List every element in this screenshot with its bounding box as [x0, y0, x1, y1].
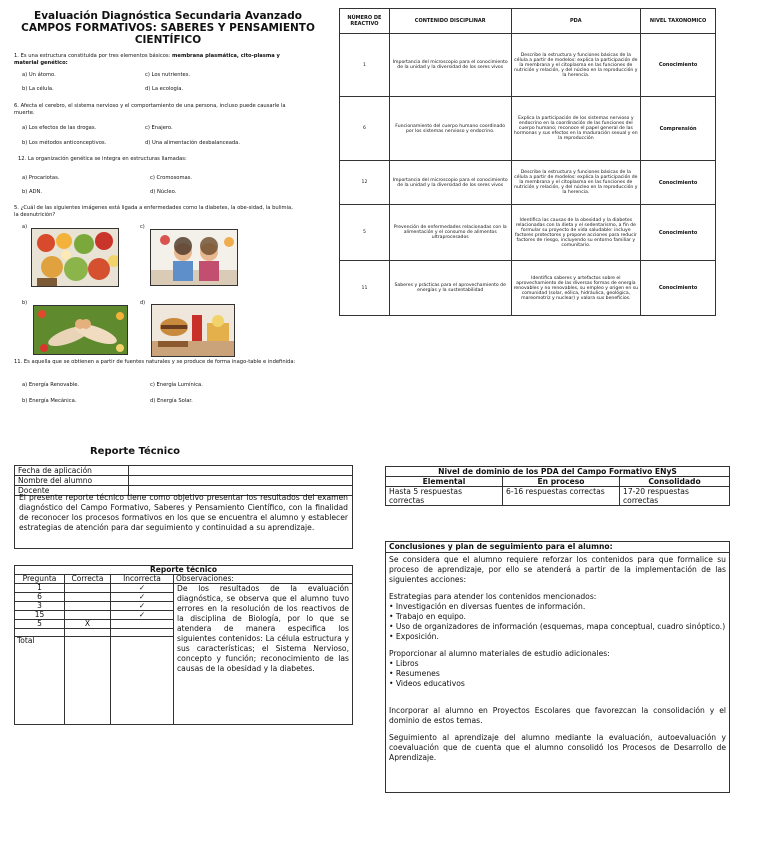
header-observaciones: Observaciones: — [174, 575, 353, 584]
report-intro: El presente reporte técnico tiene como objetivo presentar los resultados del examen diagnóstico del Campo Formativo, Saberes y Pensamiento Científico, con la finalidad de reconocer los procesos formativos en los que se encuentra el alumno y establecer estrategias de atención para dar seguimiento y continuidad a su aprendizaje. — [14, 492, 353, 549]
exam-title-line2: CAMPOS FORMATIVOS: SABERES Y PENSAMIENTO CIENTÍFICO — [21, 22, 315, 46]
correcta-cell[interactable] — [65, 593, 111, 602]
correcta-cell[interactable] — [65, 602, 111, 611]
report-title: Reporte Técnico — [89, 446, 181, 457]
list-item: • Videos educativos — [389, 679, 726, 689]
header-correcta: Correcta — [65, 575, 111, 584]
reactivo-nivel: Comprensión — [641, 97, 716, 161]
info-row — [15, 476, 353, 486]
reactivo-pda: Describe la estructura y funciones básicas de la célula a partir de modelos: explica la participación de la membrana y el citoplasma en las funciones de nutrición y relación, y del núcleo en la reproducción y la herencia. — [511, 161, 641, 205]
nombre-field[interactable] — [129, 476, 353, 486]
reactivo-nivel: Conocimiento — [641, 261, 716, 316]
q6-option-a[interactable]: a) Los efectos de las drogas. — [22, 125, 97, 131]
incorrecta-cell[interactable]: ✓ — [111, 602, 174, 611]
header-contenido: CONTENIDO DISCIPLINAR — [389, 9, 511, 34]
nivel-header-row — [386, 477, 730, 487]
docente-label: Docente — [15, 486, 129, 496]
list-item: • Investigación en diversas fuentes de información. — [389, 602, 726, 612]
fecha-field[interactable] — [129, 466, 353, 476]
header-pregunta: Pregunta — [15, 575, 65, 584]
technical-title: Reporte técnico — [15, 566, 353, 575]
q11-option-d[interactable]: d) Energía Solar. — [150, 398, 193, 404]
incorrecta-cell[interactable]: ✓ — [111, 593, 174, 602]
question-text: ¿Cuál de las siguientes imágenes está ligada a enfermedades como la diabetes, la obe-sidad, la bulimia, la desnutrición? — [14, 205, 293, 218]
question-number: 11. — [14, 359, 23, 365]
nivel-title-row — [386, 467, 730, 477]
nivel-title: Nivel de dominio de los PDA del Campo Formativo ENyS — [386, 467, 730, 477]
strategies-list — [389, 602, 726, 642]
food-illustration-icon — [32, 229, 119, 287]
q5-option-d-label: d) — [140, 300, 146, 306]
question-number: 12. — [18, 156, 27, 162]
question-6 — [14, 103, 294, 117]
nivel-values-row — [386, 487, 730, 506]
q1-option-d[interactable]: d) La ecología. — [145, 86, 184, 92]
reactivo-contenido: Prevención de enfermedades relacionadas con la alimentación y el consumo de alimentos ultraprocesados — [389, 205, 511, 261]
q5-option-b-label: b) — [22, 300, 28, 306]
conclusions-box — [385, 541, 730, 793]
header-numero: NÚMERO DE REACTIVO — [340, 9, 390, 34]
q11-option-a[interactable]: a) Energía Renovable. — [22, 382, 80, 388]
conclusions-title: Conclusiones y plan de seguimiento para el alumno: — [386, 542, 729, 553]
q6-option-b[interactable]: b) Los métodos anticonceptivos. — [22, 140, 107, 146]
list-item: • Resumenes — [389, 669, 726, 679]
reactivo-pda: Explica la participación de los sistemas nervioso y endocrino en la coordinación de las funciones del cuerpo humano; reconoce el papel general de las hormonas y sus efectos en la maduración sexual y en la reproducción — [511, 97, 641, 161]
reactivo-number: 1 — [340, 34, 390, 97]
table-row — [340, 205, 716, 261]
question-text: La organización genética se integra en estructuras llamadas: — [27, 156, 187, 162]
consolidado-value: 17-20 respuestas correctas — [620, 487, 730, 506]
exam-title-line1: Evaluación Diagnóstica Secundaria Avanzado — [34, 10, 302, 22]
q11-option-b[interactable]: b) Energía Mecánica. — [22, 398, 77, 404]
q6-option-c[interactable]: c) Enajero. — [145, 125, 173, 131]
correcta-cell[interactable] — [65, 629, 111, 637]
q6-option-d[interactable]: d) Una alimentación desbalanceada. — [145, 140, 240, 146]
reactivo-pda: Identifica las causas de la obesidad y la diabetes relacionadas con la dieta y el sedentarismo, a fin de formular su proyecto de vida saludable: incluye factores protectores y propone acciones para reducir factores de riesgo, incluyendo su entorno familiar y comunitario. — [511, 205, 641, 261]
header-pda: PDA — [511, 9, 641, 34]
reactivo-nivel: Conocimiento — [641, 161, 716, 205]
correcta-cell[interactable]: X — [65, 620, 111, 629]
observaciones-text: De los resultados de la evaluación diagnóstica, se observa que el alumno tuvo errores en la resolución de los reactivos de la disciplina de Biología, por lo que se atendera de manera especifica los siguientes contenidos: La célula estructura y sus características; el Sistema Nervioso, concepto y función; reconocimiento de las causas de la obesidad y la diabetes. — [174, 584, 353, 725]
incorrecta-cell[interactable] — [111, 620, 174, 629]
header-elemental: Elemental — [386, 477, 503, 487]
total-label: Total — [15, 637, 65, 725]
question-1 — [14, 53, 294, 67]
info-row — [15, 466, 353, 476]
table-row — [340, 161, 716, 205]
nivel-dominio-table — [385, 466, 730, 506]
reactivo-pda: Identifica saberes y artefactos sobre el aprovechamiento de las diversas formas de energía renovables y no renovables, su empleo y origen en su comunidad (solar, eólica, hidráulica, geológica, mareomotriz y nuclear) y valora sus beneficios. — [511, 261, 641, 316]
conclusions-paragraph: Se considera que el alumno requiere reforzar los contenidos para que formalice su proceso de aprendizaje, por ello se atenderá a partir de la implementación de las siguientes acciones: — [389, 555, 726, 584]
question-text: Es una estructura constituida por tres elementos básicos: — [20, 53, 173, 59]
list-item: • Trabajo en equipo. — [389, 612, 726, 622]
total-correcta-cell[interactable] — [65, 637, 111, 725]
question-5 — [14, 205, 296, 219]
reactivo-contenido: Funcionamiento del cuerpo humano coordinado por los sistemas nervioso y endocrino. — [389, 97, 511, 161]
q12-option-a[interactable]: a) Procariotas. — [22, 175, 60, 181]
conclusions-paragraph: Seguimiento al aprendizaje del alumno mediante la evaluación, autoevaluación y coevaluación que de cuenta que el alumno consolidó los Procesos de Desarrollo de Aprendizaje. — [389, 733, 726, 762]
table-row — [15, 584, 353, 593]
q11-option-c[interactable]: c) Energía Lumínica. — [150, 382, 203, 388]
fecha-label: Fecha de aplicación — [15, 466, 129, 476]
q5-image-c-sick-children[interactable] — [150, 229, 238, 286]
reactivo-nivel: Conocimiento — [641, 34, 716, 97]
reactivo-contenido: Importancia del microscopio para el conocimiento de la unidad y la diversidad de los seres vivos — [389, 161, 511, 205]
elemental-value: Hasta 5 respuestas correctas — [386, 487, 503, 506]
pregunta-cell: 6 — [15, 593, 65, 602]
table-row — [340, 97, 716, 161]
reactivo-number: 5 — [340, 205, 390, 261]
reactivo-contenido: Importancia del microscopio para el conocimiento de la unidad y la diversidad de los seres vivos — [389, 34, 511, 97]
question-text: Es aquella que se obtienen a partir de fuentes naturales y se produce de forma inago-table e indefinida: — [23, 359, 296, 365]
conclusions-paragraph: Incorporar al alumno en Proyectos Escolares que favorezcan la consolidación y el dominio de estos temas. — [389, 706, 726, 725]
materials-list — [389, 659, 726, 689]
reactivo-number: 12 — [340, 161, 390, 205]
reactivo-nivel: Conocimiento — [641, 205, 716, 261]
reactivo-number: 6 — [340, 97, 390, 161]
table-row — [340, 34, 716, 97]
people-illustration-icon — [34, 306, 128, 355]
q5-image-d-junk-food[interactable] — [151, 304, 235, 357]
pregunta-cell: 15 — [15, 611, 65, 620]
reactivo-pda: Describe la estructura y funciones básicas de la célula a partir de modelos: explica la participación de la membrana y el citoplasma en las funciones de nutrición y relación, y del núcleo en la reproducción y la herencia. — [511, 34, 641, 97]
reactivos-table — [339, 8, 716, 316]
q1-option-b[interactable]: b) La célula. — [22, 86, 54, 92]
q12-option-b[interactable]: b) ADN. — [22, 189, 43, 195]
exam-title — [14, 10, 322, 46]
q12-option-d[interactable]: d) Núcleo. — [150, 189, 177, 195]
q5-option-c-label: c) — [140, 224, 145, 230]
q5-image-a-food[interactable] — [31, 228, 119, 287]
header-incorrecta: Incorrecta — [111, 575, 174, 584]
technical-header-row — [15, 575, 353, 584]
pregunta-cell: 1 — [15, 584, 65, 593]
technical-report-table — [14, 565, 353, 725]
children-illustration-icon — [151, 230, 238, 286]
question-text: Afecta el cerebro, el sistema nervioso y el comportamiento de una persona, incluso puede causarle la muerte. — [14, 103, 286, 116]
q12-option-c[interactable]: c) Cromosomas. — [150, 175, 193, 181]
list-item: • Exposición. — [389, 632, 726, 642]
list-item: • Libros — [389, 659, 726, 669]
question-12 — [18, 156, 298, 163]
reactivos-header-row — [340, 9, 716, 34]
question-number: 5. — [14, 205, 19, 211]
q1-option-c[interactable]: c) Los nutrientes. — [145, 72, 191, 78]
strategies-heading: Estrategias para atender los contenidos mencionados: — [389, 592, 597, 601]
incorrecta-cell[interactable]: ✓ — [111, 584, 174, 593]
question-number: 6. — [14, 103, 19, 109]
header-nivel: NIVEL TAXONOMICO — [641, 9, 716, 34]
correcta-cell[interactable] — [65, 584, 111, 593]
header-en-proceso: En proceso — [503, 477, 620, 487]
total-incorrecta-cell[interactable] — [111, 637, 174, 725]
header-consolidado: Consolidado — [620, 477, 730, 487]
pregunta-cell: 3 — [15, 602, 65, 611]
incorrecta-cell[interactable] — [111, 629, 174, 637]
question-bold-text: membrana plasmática, cito-plasma y material genético: — [14, 53, 280, 66]
pregunta-cell: 5 — [15, 620, 65, 629]
reactivo-contenido: Saberes y prácticas para el aprovechamiento de energías y la sustentabilidad — [389, 261, 511, 316]
q1-option-a[interactable]: a) Un átomo. — [22, 72, 56, 78]
en-proceso-value: 6-16 respuestas correctas — [503, 487, 620, 506]
table-row — [340, 261, 716, 316]
question-number: 1. — [14, 53, 19, 59]
q5-option-a-label: a) — [22, 224, 28, 230]
list-item: • Uso de organizadores de información (esquemas, mapa conceptual, cuadro sinóptico.) — [389, 622, 726, 632]
question-11 — [14, 359, 296, 366]
materials-heading: Proporcionar al alumno materiales de estudio adicionales: — [389, 649, 610, 658]
reactivo-number: 11 — [340, 261, 390, 316]
nombre-label: Nombre del alumno — [15, 476, 129, 486]
incorrecta-cell[interactable]: ✓ — [111, 611, 174, 620]
q5-image-b-people-lying[interactable] — [33, 305, 128, 355]
junk-food-illustration-icon — [152, 305, 235, 357]
